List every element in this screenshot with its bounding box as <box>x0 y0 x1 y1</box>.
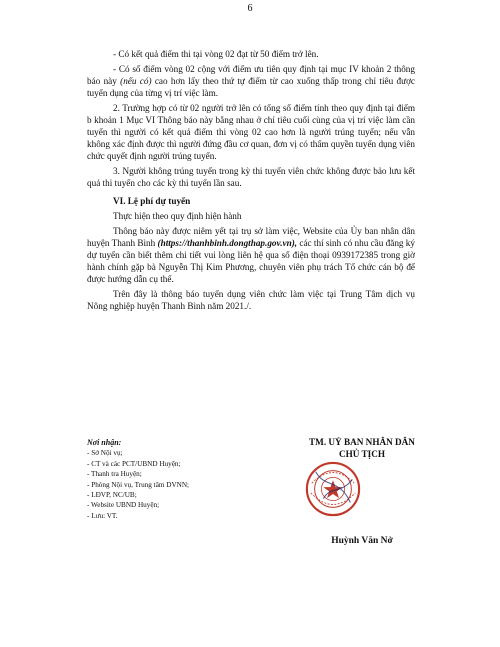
signature-block <box>262 436 462 546</box>
paragraph-posting <box>87 225 415 285</box>
recipient-item: - Lưu: VT. <box>87 511 118 520</box>
paragraph-condition-score: - Có kết quả điểm thi tại vòng 02 đạt từ 50 điểm trở lên. <box>113 49 319 59</box>
recipient-item: - CT và các PCT/UBND Huyện; <box>87 459 181 468</box>
page-number: 6 <box>247 3 253 14</box>
paragraph-no-reservation: 3. Người không trúng tuyển trong kỳ thi tuyển viên chức không được bảo lưu kết quả thi tuyển cho các kỳ thi tuyển lần sau. <box>87 166 415 188</box>
paragraph-fee: Thực hiện theo quy định hiện hành <box>113 211 242 221</box>
recipient-item: - LĐVP, NC/UB; <box>87 491 137 500</box>
recipient-item: - Sở Nội vụ; <box>87 449 123 458</box>
paragraph-condition-priority <box>87 63 415 99</box>
text-span: cao hơn lấy theo thứ tự điểm từ cao xuống thấp trong chỉ tiêu được tuyển dụng của từng vị trí việc làm. <box>87 76 416 98</box>
recipient-item: - Phòng Nội vụ, Trung tâm DVNN; <box>87 480 190 489</box>
text-span: - Có số điểm vòng 02 cộng với điểm ưu tiên quy định tại mục IV khoản 2 thông báo này <box>87 64 415 86</box>
signature-authority: TM. UỶ BAN NHÂN DÂN <box>309 437 415 447</box>
official-seal-icon <box>304 460 362 518</box>
recipients-title: Nơi nhận: <box>87 438 122 447</box>
paragraph-tie-rule: 2. Trường hợp có từ 02 người trở lên có tổng số điểm tính theo quy định tại điểm b khoản 1 Mục VI Thông báo này bằng nhau ở chỉ tiêu cuối cùng của vị trí việc làm cần tuyển thì người có kết quả điểm thi vòng 02 cao hơn là người trúng tuyển; nếu vẫn không xác định được thì người đứng đầu cơ quan, đơn vị có thẩm quyền tuyển dụng viên chức quyết định người trúng tuyển. <box>87 103 415 161</box>
paragraph-closing: Trên đây là thông báo tuyển dụng viên chức làm việc tại Trung Tâm dịch vụ Nông nghiệp huyện Thanh Bình năm 2021./. <box>87 289 415 311</box>
section-heading-fee: VI. Lệ phí dự tuyển <box>113 196 191 206</box>
recipient-item: - Website UBND Huyện; <box>87 501 160 510</box>
recipient-item: - Thanh tra Huyện; <box>87 470 142 479</box>
text-span: Thông báo này được niêm yết tại trụ sở làm việc, Website của Ủy ban nhân dân huyện Thanh Bình <box>87 226 415 248</box>
recipients-block <box>87 438 277 521</box>
text-span: các thí sinh có nhu cầu đăng ký dự tuyển cần biết thêm chi tiết vui lòng liên hệ qua số điện thoại 0939172385 trong giờ hành chính gặp bà Nguyễn Thị Kim Phương, chuyên viên phụ trách Tổ chức cán bộ để được hướng dẫn cụ thể. <box>87 238 415 284</box>
signature-title: CHỦ TỊCH <box>338 449 386 459</box>
document-body <box>87 48 415 315</box>
website-link[interactable]: (https://thanhbinh.dongthap.gov.vn), <box>157 238 298 248</box>
signer-name: Huỳnh Văn Nở <box>331 536 393 546</box>
italic-note: (nếu có) <box>120 76 152 86</box>
